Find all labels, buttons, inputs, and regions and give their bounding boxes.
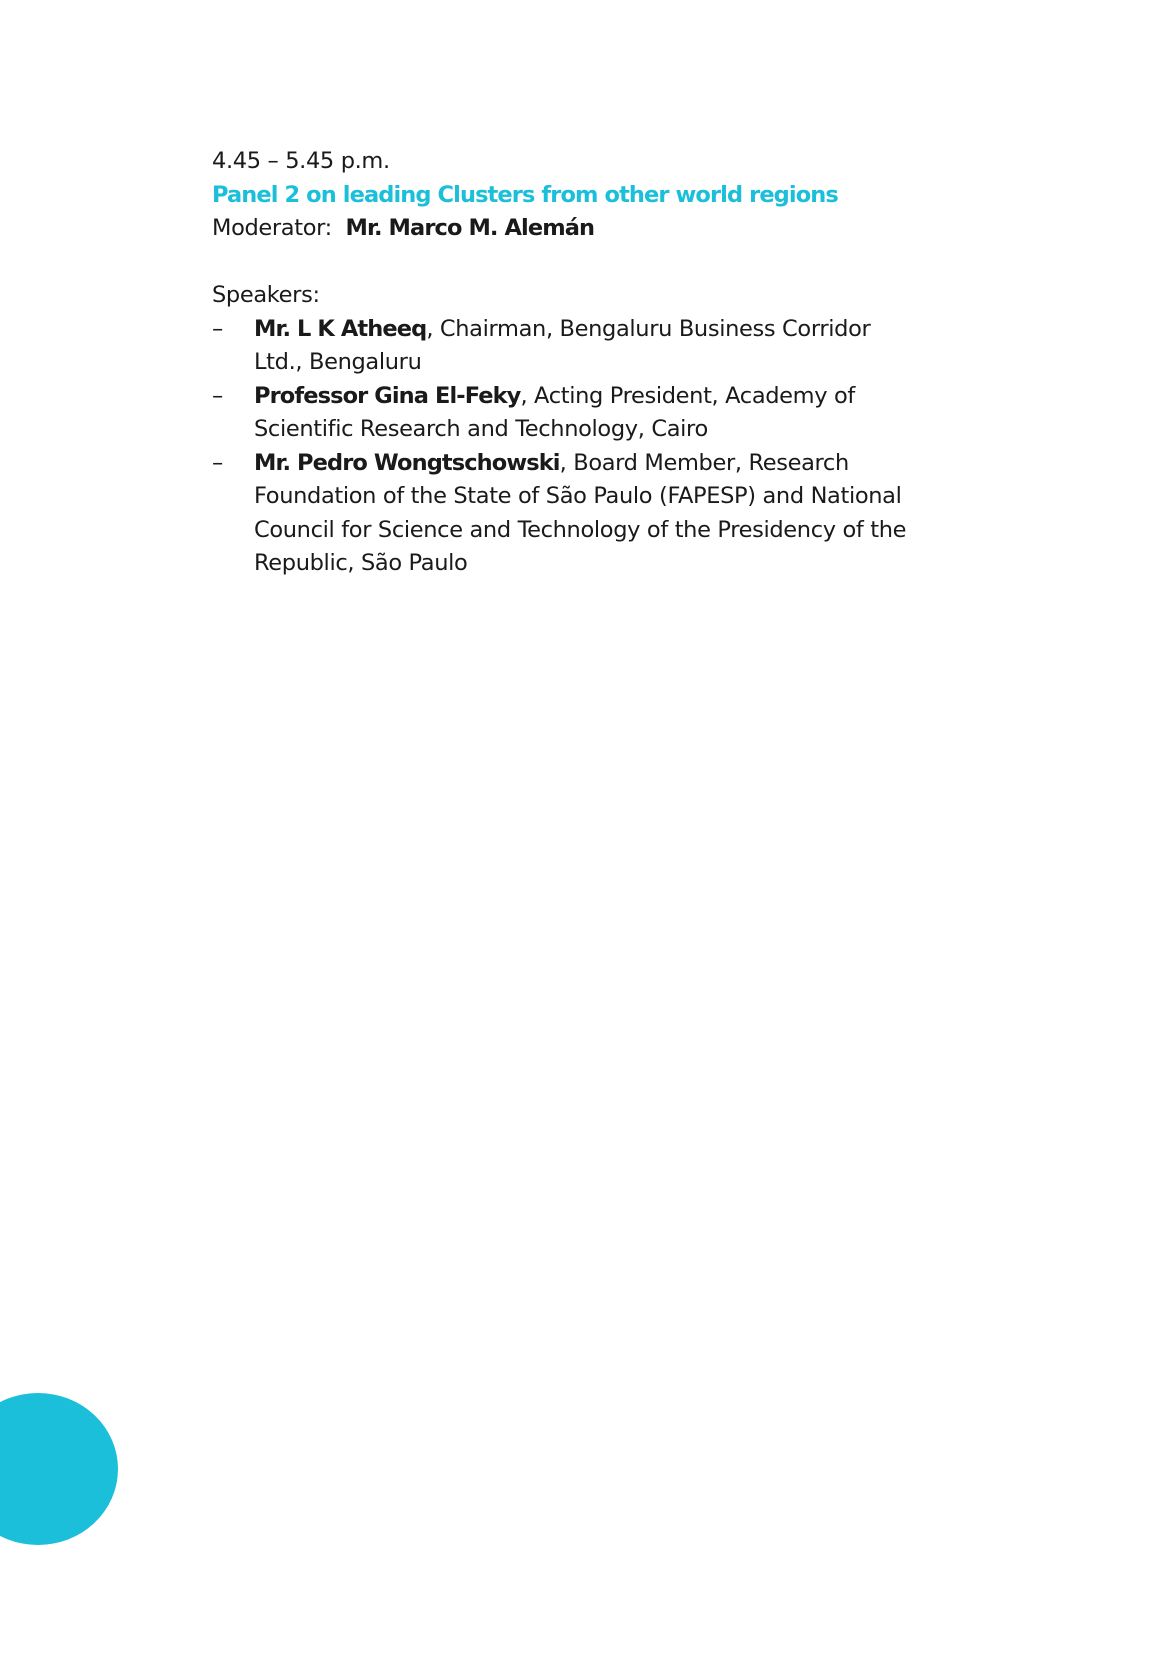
agenda-session: [212, 145, 972, 581]
speaker-name: Mr. L K Atheeq: [254, 315, 427, 342]
list-item: [212, 447, 972, 581]
speaker-detail: , Board Member, Research: [559, 449, 849, 476]
speaker-entry: [254, 447, 972, 581]
list-item: [212, 380, 972, 447]
speakers-label: Speakers:: [212, 282, 320, 308]
speaker-detail: Council for Science and Technology of the Presidency of the: [254, 516, 907, 543]
speaker-entry: [254, 380, 972, 447]
list-dash: –: [212, 382, 223, 409]
moderator-line: [212, 212, 972, 246]
decorative-circle: [0, 1393, 118, 1545]
session-title: Panel 2 on leading Clusters from other world regions: [212, 181, 838, 208]
section-spacer: [212, 246, 972, 280]
speaker-detail: Foundation of the State of São Paulo (FAPESP) and National: [254, 483, 902, 509]
speaker-detail: Scientific Research and Technology, Cairo: [254, 416, 708, 442]
speaker-name: Mr. Pedro Wongtschowski: [254, 449, 560, 476]
moderator-label: Moderator:: [212, 215, 332, 241]
speaker-name: Professor Gina El-Feky: [254, 382, 521, 409]
speaker-list: [212, 313, 972, 581]
list-item: [212, 313, 972, 380]
session-time: 4.45 – 5.45 p.m.: [212, 148, 390, 174]
speaker-detail: , Chairman, Bengaluru Business Corridor: [426, 315, 871, 342]
speaker-detail: Ltd., Bengaluru: [254, 349, 422, 375]
moderator-name: Mr. Marco M. Alemán: [345, 215, 595, 241]
list-dash: –: [212, 449, 223, 476]
list-dash: –: [212, 315, 223, 342]
speaker-detail: Republic, São Paulo: [254, 550, 468, 576]
speaker-entry: [254, 313, 972, 380]
speaker-detail: , Acting President, Academy of: [520, 382, 856, 409]
